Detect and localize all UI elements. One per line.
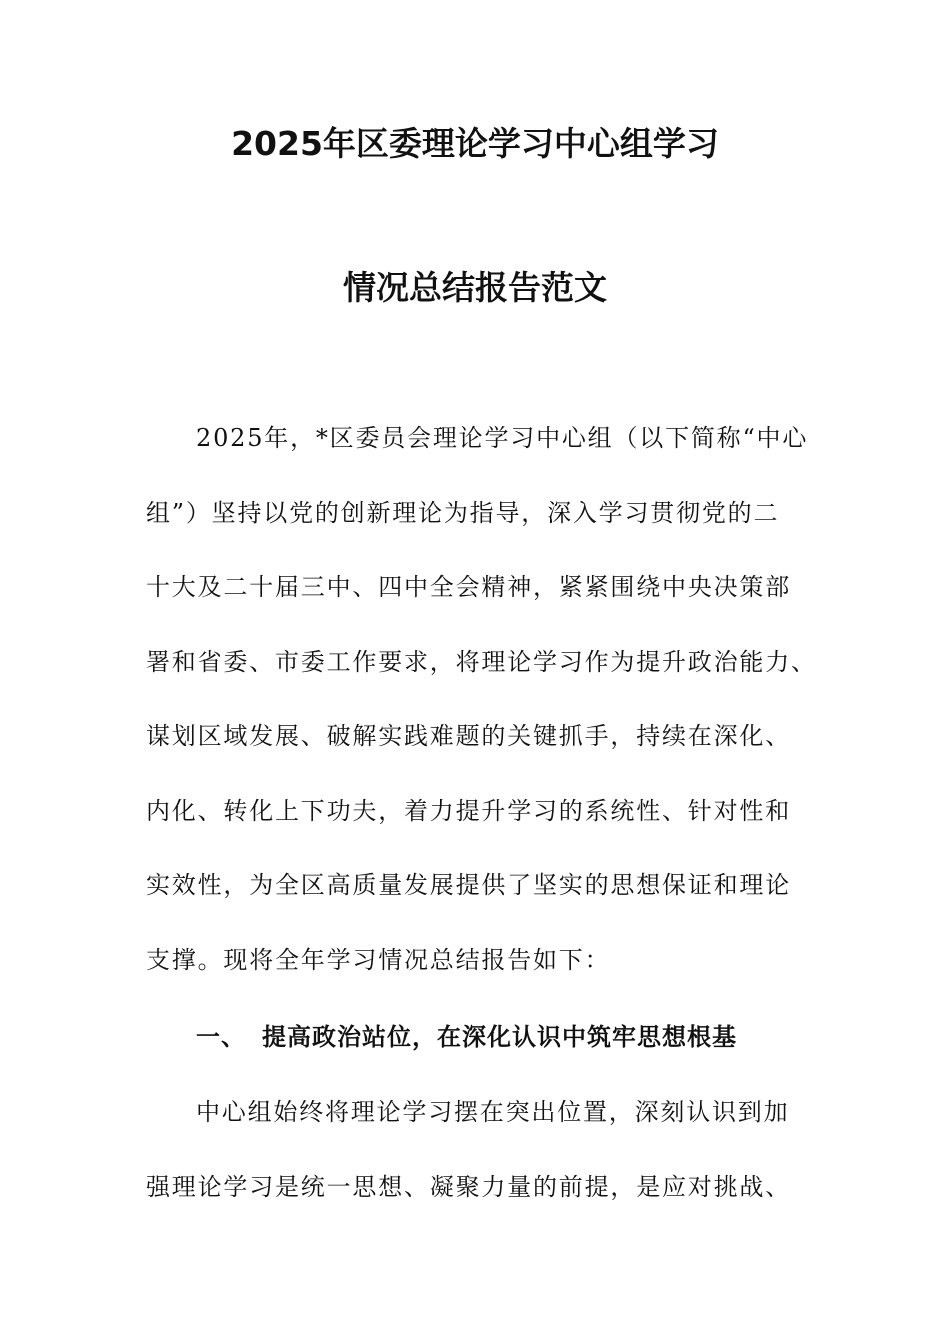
section-1-heading <box>196 1022 737 1052</box>
section-1-paragraph-line: 强理论学习是统一思想、凝聚力量的前提，是应对挑战、 <box>146 1173 791 1201</box>
intro-paragraph-line: 谋划区域发展、破解实践难题的关键抓手，持续在深化、 <box>146 722 791 750</box>
intro-paragraph-line: 十大及二十届三中、四中全会精神，紧紧围绕中央决策部 <box>146 573 791 601</box>
document-title-line-2: 情况总结报告范文 <box>343 268 607 307</box>
intro-paragraph-line: 实效性，为全区高质量发展提供了坚实的思想保证和理论 <box>146 871 791 899</box>
intro-paragraph-line: 内化、转化上下功夫，着力提升学习的系统性、针对性和 <box>146 797 791 825</box>
intro-paragraph-line: 署和省委、市委工作要求，将理论学习作为提升政治能力、 <box>146 648 817 676</box>
section-1-number: 一、 <box>196 1023 246 1051</box>
section-1-heading-text: 提高政治站位，在深化认识中筑牢思想根基 <box>262 1023 737 1051</box>
intro-paragraph-line: 组”）坚持以党的创新理论为指导，深入学习贯彻党的二 <box>146 499 780 527</box>
section-1-paragraph-line: 中心组始终将理论学习摆在突出位置，深刻认识到加 <box>196 1098 790 1126</box>
document-title-line-1: 2025年区委理论学习中心组学习 <box>231 124 719 163</box>
intro-paragraph-line: 支撑。现将全年学习情况总结报告如下： <box>146 946 611 974</box>
intro-paragraph-line: 2025年，*区委员会理论学习中心组（以下简称“中心 <box>196 424 809 452</box>
